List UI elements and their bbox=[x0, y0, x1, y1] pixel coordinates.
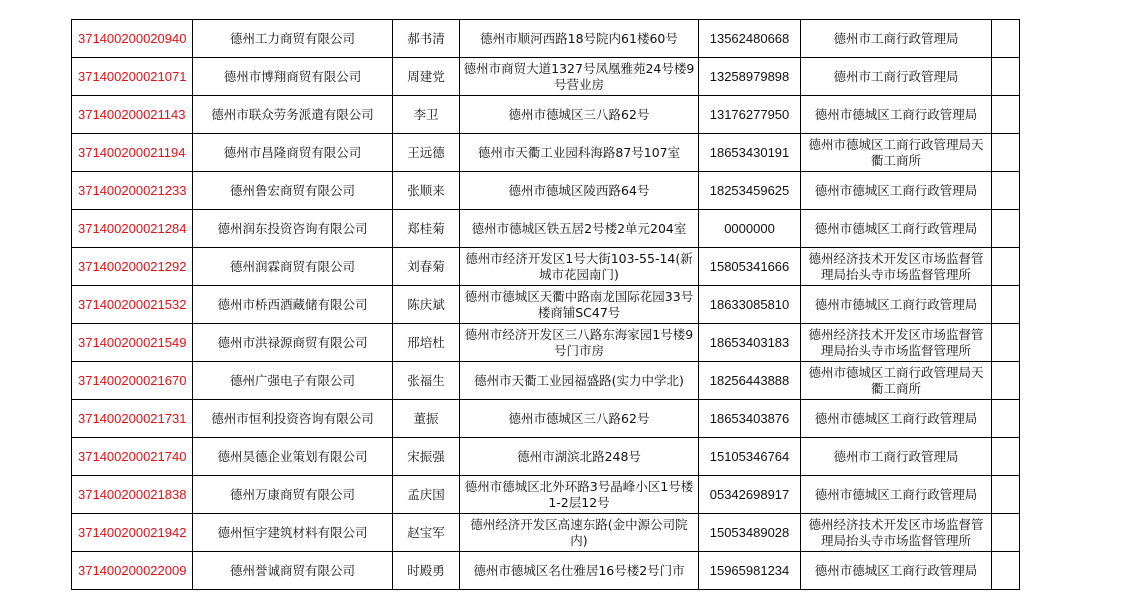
legal-representative: 张福生 bbox=[393, 362, 460, 400]
registration-number: 371400200021838 bbox=[72, 476, 193, 514]
address: 德州市德城区三八路62号 bbox=[460, 96, 699, 134]
table-row bbox=[72, 20, 1020, 58]
note-cell bbox=[992, 514, 1020, 552]
phone-number: 18653403183 bbox=[699, 324, 801, 362]
phone-number: 13562480668 bbox=[699, 20, 801, 58]
registration-authority: 德州经济技术开发区市场监督管理局抬头寺市场监督管理所 bbox=[801, 248, 992, 286]
phone-number: 13258979898 bbox=[699, 58, 801, 96]
phone-number: 18633085810 bbox=[699, 286, 801, 324]
table-body bbox=[72, 20, 1020, 590]
phone-number: 18653430191 bbox=[699, 134, 801, 172]
company-name: 德州市恒利投资咨询有限公司 bbox=[193, 400, 393, 438]
registration-authority: 德州市德城区工商行政管理局 bbox=[801, 400, 992, 438]
legal-representative: 陈庆斌 bbox=[393, 286, 460, 324]
note-cell bbox=[992, 400, 1020, 438]
table-row bbox=[72, 248, 1020, 286]
company-name: 德州润东投资咨询有限公司 bbox=[193, 210, 393, 248]
registration-authority: 德州市德城区工商行政管理局天衢工商所 bbox=[801, 134, 992, 172]
address: 德州市湖滨北路248号 bbox=[460, 438, 699, 476]
registration-authority: 德州市德城区工商行政管理局天衢工商所 bbox=[801, 362, 992, 400]
legal-representative: 张顺来 bbox=[393, 172, 460, 210]
table-row bbox=[72, 476, 1020, 514]
address: 德州市经济开发区1号大街103-55-14(新城市花园南门) bbox=[460, 248, 699, 286]
registration-number: 371400200021292 bbox=[72, 248, 193, 286]
company-name: 德州市洪禄源商贸有限公司 bbox=[193, 324, 393, 362]
table-row bbox=[72, 58, 1020, 96]
table-row bbox=[72, 96, 1020, 134]
note-cell bbox=[992, 438, 1020, 476]
registry-table bbox=[71, 19, 1020, 590]
registration-authority: 德州市工商行政管理局 bbox=[801, 438, 992, 476]
address: 德州市德城区三八路62号 bbox=[460, 400, 699, 438]
note-cell bbox=[992, 20, 1020, 58]
note-cell bbox=[992, 210, 1020, 248]
legal-representative: 孟庆国 bbox=[393, 476, 460, 514]
phone-number: 0000000 bbox=[699, 210, 801, 248]
registration-authority: 德州市德城区工商行政管理局 bbox=[801, 172, 992, 210]
legal-representative: 邢培杜 bbox=[393, 324, 460, 362]
note-cell bbox=[992, 58, 1020, 96]
company-name: 德州市昌隆商贸有限公司 bbox=[193, 134, 393, 172]
registration-authority: 德州市德城区工商行政管理局 bbox=[801, 210, 992, 248]
company-name: 德州润霖商贸有限公司 bbox=[193, 248, 393, 286]
phone-number: 15053489028 bbox=[699, 514, 801, 552]
registration-authority: 德州市工商行政管理局 bbox=[801, 58, 992, 96]
registration-number: 371400200021532 bbox=[72, 286, 193, 324]
registration-authority: 德州市德城区工商行政管理局 bbox=[801, 96, 992, 134]
registration-authority: 德州市工商行政管理局 bbox=[801, 20, 992, 58]
legal-representative: 郑桂菊 bbox=[393, 210, 460, 248]
note-cell bbox=[992, 172, 1020, 210]
company-name: 德州广强电子有限公司 bbox=[193, 362, 393, 400]
phone-number: 15805341666 bbox=[699, 248, 801, 286]
legal-representative: 董振 bbox=[393, 400, 460, 438]
phone-number: 15105346764 bbox=[699, 438, 801, 476]
registration-number: 371400200021942 bbox=[72, 514, 193, 552]
note-cell bbox=[992, 476, 1020, 514]
address: 德州经济开发区高速东路(金中源公司院内) bbox=[460, 514, 699, 552]
note-cell bbox=[992, 134, 1020, 172]
company-name: 德州鲁宏商贸有限公司 bbox=[193, 172, 393, 210]
phone-number: 13176277950 bbox=[699, 96, 801, 134]
legal-representative: 时殿勇 bbox=[393, 552, 460, 590]
note-cell bbox=[992, 286, 1020, 324]
address: 德州市天衢工业园科海路87号107室 bbox=[460, 134, 699, 172]
legal-representative: 李卫 bbox=[393, 96, 460, 134]
note-cell bbox=[992, 552, 1020, 590]
address: 德州市德城区名仕雅居16号楼2号门市 bbox=[460, 552, 699, 590]
legal-representative: 刘春菊 bbox=[393, 248, 460, 286]
address: 德州市德城区铁五居2号楼2单元204室 bbox=[460, 210, 699, 248]
table-row bbox=[72, 134, 1020, 172]
legal-representative: 郝书清 bbox=[393, 20, 460, 58]
registration-number: 371400200021740 bbox=[72, 438, 193, 476]
registration-number: 371400200021233 bbox=[72, 172, 193, 210]
company-name: 德州誉诚商贸有限公司 bbox=[193, 552, 393, 590]
table-row bbox=[72, 324, 1020, 362]
company-name: 德州市桥西酒藏储有限公司 bbox=[193, 286, 393, 324]
table-row bbox=[72, 286, 1020, 324]
note-cell bbox=[992, 96, 1020, 134]
table-row bbox=[72, 172, 1020, 210]
address: 德州市德城区天衢中路南龙国际花园33号楼商铺SC47号 bbox=[460, 286, 699, 324]
table-row bbox=[72, 400, 1020, 438]
registration-number: 371400200021143 bbox=[72, 96, 193, 134]
company-name: 德州市博翔商贸有限公司 bbox=[193, 58, 393, 96]
registration-number: 371400200021194 bbox=[72, 134, 193, 172]
registration-number: 371400200021071 bbox=[72, 58, 193, 96]
table-row bbox=[72, 514, 1020, 552]
registration-number: 371400200021731 bbox=[72, 400, 193, 438]
legal-representative: 赵宝军 bbox=[393, 514, 460, 552]
phone-number: 18653403876 bbox=[699, 400, 801, 438]
company-name: 德州昊德企业策划有限公司 bbox=[193, 438, 393, 476]
table-row bbox=[72, 438, 1020, 476]
note-cell bbox=[992, 362, 1020, 400]
registration-number: 371400200021670 bbox=[72, 362, 193, 400]
registration-number: 371400200020940 bbox=[72, 20, 193, 58]
table-row bbox=[72, 210, 1020, 248]
note-cell bbox=[992, 248, 1020, 286]
registration-authority: 德州经济技术开发区市场监督管理局抬头寺市场监督管理所 bbox=[801, 324, 992, 362]
address: 德州市德城区陵西路64号 bbox=[460, 172, 699, 210]
table-row bbox=[72, 552, 1020, 590]
phone-number: 15965981234 bbox=[699, 552, 801, 590]
company-name: 德州市联众劳务派遣有限公司 bbox=[193, 96, 393, 134]
registration-authority: 德州市德城区工商行政管理局 bbox=[801, 286, 992, 324]
address: 德州市经济开发区三八路东海家园1号楼9号门市房 bbox=[460, 324, 699, 362]
registration-authority: 德州市德城区工商行政管理局 bbox=[801, 552, 992, 590]
company-name: 德州工力商贸有限公司 bbox=[193, 20, 393, 58]
registration-number: 371400200021549 bbox=[72, 324, 193, 362]
legal-representative: 王远德 bbox=[393, 134, 460, 172]
address: 德州市顺河西路18号院内61楼60号 bbox=[460, 20, 699, 58]
registration-authority: 德州市德城区工商行政管理局 bbox=[801, 476, 992, 514]
phone-number: 18256443888 bbox=[699, 362, 801, 400]
registration-authority: 德州经济技术开发区市场监督管理局抬头寺市场监督管理所 bbox=[801, 514, 992, 552]
company-name: 德州恒宇建筑材料有限公司 bbox=[193, 514, 393, 552]
registration-number: 371400200021284 bbox=[72, 210, 193, 248]
address: 德州市天衢工业园福盛路(实力中学北) bbox=[460, 362, 699, 400]
company-name: 德州万康商贸有限公司 bbox=[193, 476, 393, 514]
legal-representative: 宋振强 bbox=[393, 438, 460, 476]
registration-number: 371400200022009 bbox=[72, 552, 193, 590]
phone-number: 05342698917 bbox=[699, 476, 801, 514]
table-row bbox=[72, 362, 1020, 400]
phone-number: 18253459625 bbox=[699, 172, 801, 210]
legal-representative: 周建党 bbox=[393, 58, 460, 96]
note-cell bbox=[992, 324, 1020, 362]
address: 德州市商贸大道1327号凤凰雅苑24号楼9号营业房 bbox=[460, 58, 699, 96]
address: 德州市德城区北外环路3号晶峰小区1号楼1-2层12号 bbox=[460, 476, 699, 514]
